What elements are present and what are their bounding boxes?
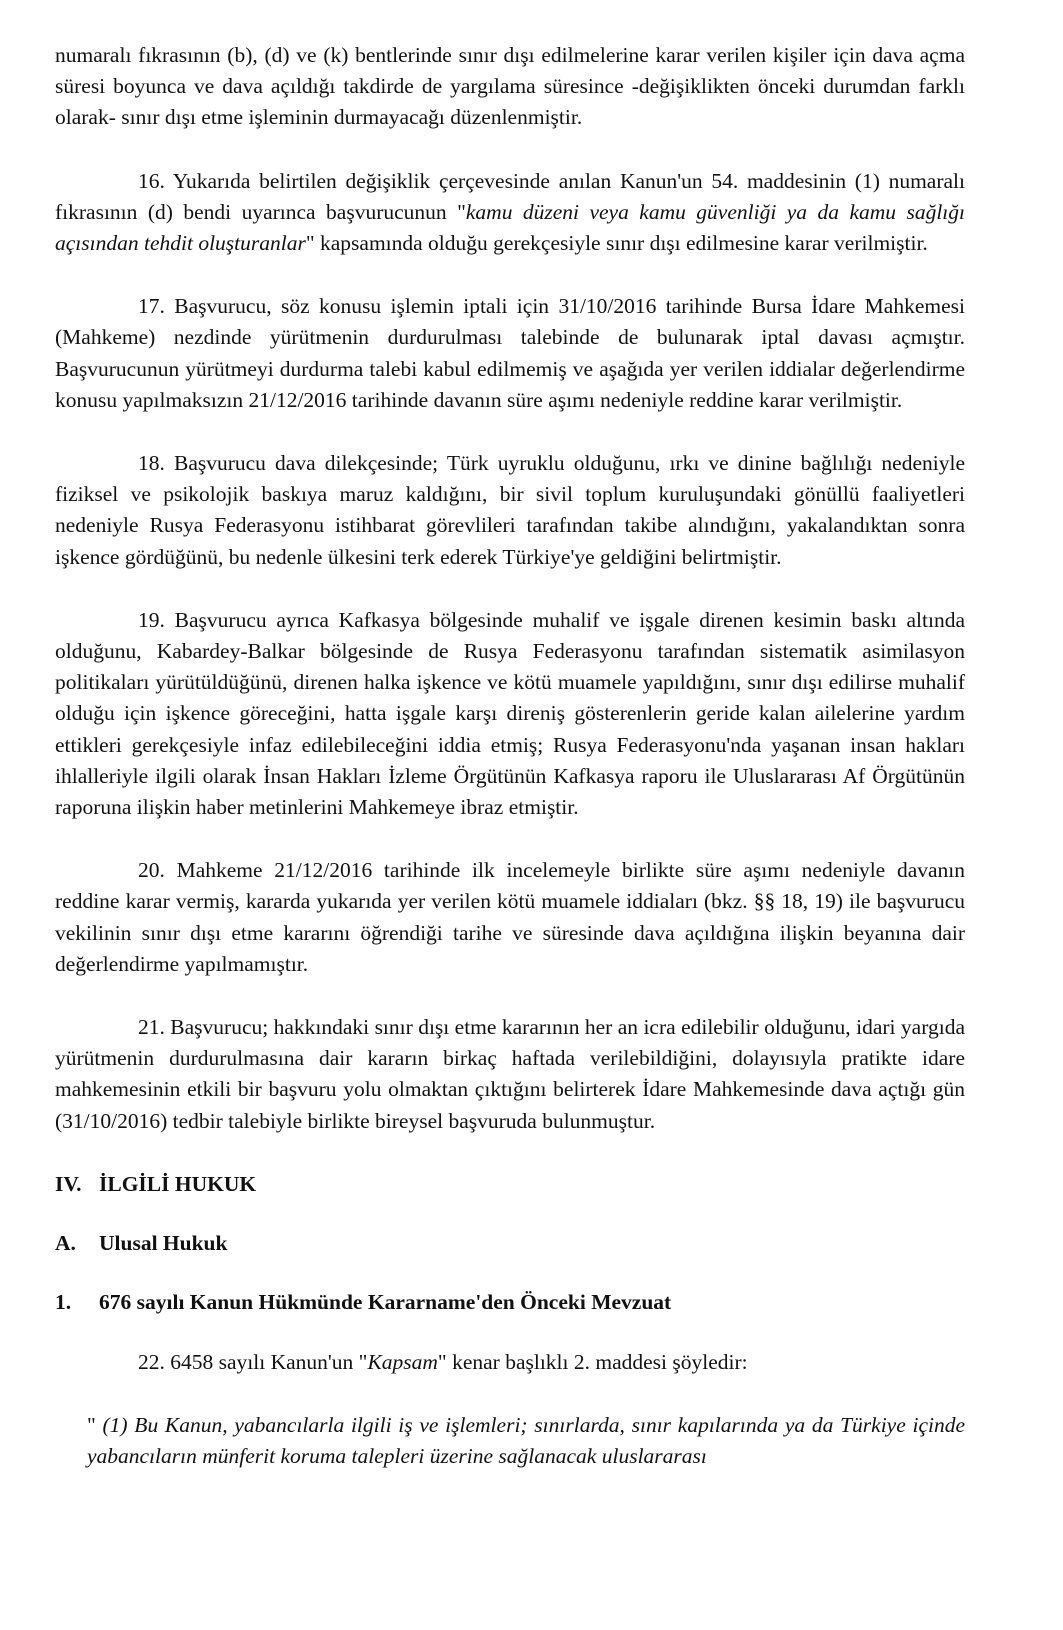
paragraph-21: 21. Başvurucu; hakkındaki sınır dışı etme kararının her an icra edilebilir olduğunu, idari yargıda yürütmenin durdurulmasına dair kararın birkaç haftada verilebildiğini, dolayısıyla pratikte idare mahkemesinin etkili bir başvuru yolu olmaktan çıktığını belirterek İdare Mahkemesinde dava açtığı gün (31/10/2016) tedbir talebiyle birlikte bireysel başvuruda bulunmuştur.	[55, 1015, 965, 1133]
paragraph-17: 17. Başvurucu, söz konusu işlemin iptali için 31/10/2016 tarihinde Bursa İdare Mahkemesi (Mahkeme) nezdinde yürütmenin durdurulması talebinde de bulunarak iptal davası açmıştır. Başvurucunun yürütmeyi durdurma talebi kabul edilmemiş ve aşağıda yer verilen iddialar değerlendirme konusu yapılmaksızın 21/12/2016 tarihinde davanın süre aşımı nedeniyle reddine karar verilmiştir.	[55, 294, 965, 412]
paragraph-19: 19. Başvurucu ayrıca Kafkasya bölgesinde muhalif ve işgale direnen kesimin baskı altında olduğunu, Kabardey-Balkar bölgesinde de Rusya Federasyonu tarafından sistematik asimilasyon politikaları yürütüldüğünü, direnen halka işkence ve kötü muamele yapıldığını, sınır dışı edilirse muhalif olduğu için işkence göreceğini, hatta işgale karşı direniş gösterenlerin geride kalan ailelerine yardım ettikleri gerekçesiyle infaz edilebileceğini iddia etmiş; Rusya Federasyonu'nda yaşanan insan hakları ihlalleriyle ilgili olarak İnsan Hakları İzleme Örgütünün Kafkasya raporu ile Uluslararası Af Örgütünün raporuna ilişkin haber metinlerini Mahkemeye ibraz etmiştir.	[55, 607, 965, 820]
paragraph-16-text-end: " kapsamında olduğu gerekçesiyle sınır dışı edilmesine karar verilmiştir.	[305, 231, 928, 256]
paragraph-18: 18. Başvurucu dava dilekçesinde; Türk uyruklu olduğunu, ırkı ve dinine bağlılığı nedeniyle fiziksel ve psikolojik baskıya maruz kaldığını, bir sivil toplum kuruluşundaki gönüllü faaliyetleri nedeniyle Rusya Federasyonu istihbarat görevlileri tarafından takibe alındığını, yakalandıktan sonra işkence gördüğünü, bu nedenle ülkesini terk ederek Türkiye'ye geldiğini belirtmiştir.	[55, 451, 965, 569]
subsection-title: 676 sayılı Kanun Hükmünde Kararname'den Önceki Mevzuat	[99, 1290, 672, 1315]
paragraph-20: 20. Mahkeme 21/12/2016 tarihinde ilk incelemeyle birlikte süre aşımı nedeniyle davanın reddine karar vermiş, kararda yukarıda yer verilen kötü muamele iddiaları (bkz. §§ 18, 19) ile başvurucu vekilinin sınır dışı etme kararını öğrendiği tarihe ve süresinde dava açıldığına ilişkin beyanına dair değerlendirme yapılmamıştır.	[55, 858, 965, 976]
subsection-number: A.	[55, 1231, 76, 1256]
subsection-title: Ulusal Hukuk	[99, 1231, 228, 1256]
paragraph-16-text: 16. Yukarıda belirtilen değişiklik çerçevesinde anılan Kanun'un 54. maddesinin (1) numaralı fıkrasının (d) bendi uyarınca başvurucunun "	[55, 168, 965, 224]
paragraph-continuation: numaralı fıkrasının (b), (d) ve (k) bentlerinde sınır dışı edilmelerine karar verilen kişiler için dava açma süresi boyunca ve dava açıldığı takdirde de yargılama süresince -değişiklikten önceki durumdan farklı olarak- sınır dışı etme işleminin durmayacağı düzenlenmiştir.	[55, 43, 965, 130]
paragraph-22-text-end: " kenar başlıklı 2. maddesi şöyledir:	[437, 1349, 748, 1374]
subsection-number: 1.	[55, 1290, 72, 1315]
paragraph-16-quote: kamu düzeni veya kamu güvenliği ya da kamu sağlığı açısından tehdit oluşturanlar	[55, 199, 965, 256]
paragraph-22-text: 22. 6458 sayılı Kanun'un "	[138, 1349, 368, 1374]
section-number: IV.	[55, 1171, 82, 1196]
subsection-heading-1	[55, 1287, 965, 1318]
quote-text: (1) Bu Kanun, yabancılarla ilgili iş ve işlemleri; sınırlarda, sınır kapılarında ya da Türkiye içinde yabancıların münferit koruma talepleri üzerine sağlanacak uluslararası	[87, 1412, 966, 1468]
paragraph-22	[55, 1347, 965, 1378]
quote-mark: "	[87, 1412, 103, 1437]
document-page	[55, 40, 965, 1472]
law-quote	[55, 1410, 965, 1472]
paragraph-16	[55, 166, 965, 260]
section-heading-iv	[55, 1169, 965, 1200]
section-title: İLGİLİ HUKUK	[99, 1171, 257, 1196]
subsection-heading-a	[55, 1228, 965, 1259]
paragraph-22-quote: Kapsam	[367, 1349, 438, 1374]
